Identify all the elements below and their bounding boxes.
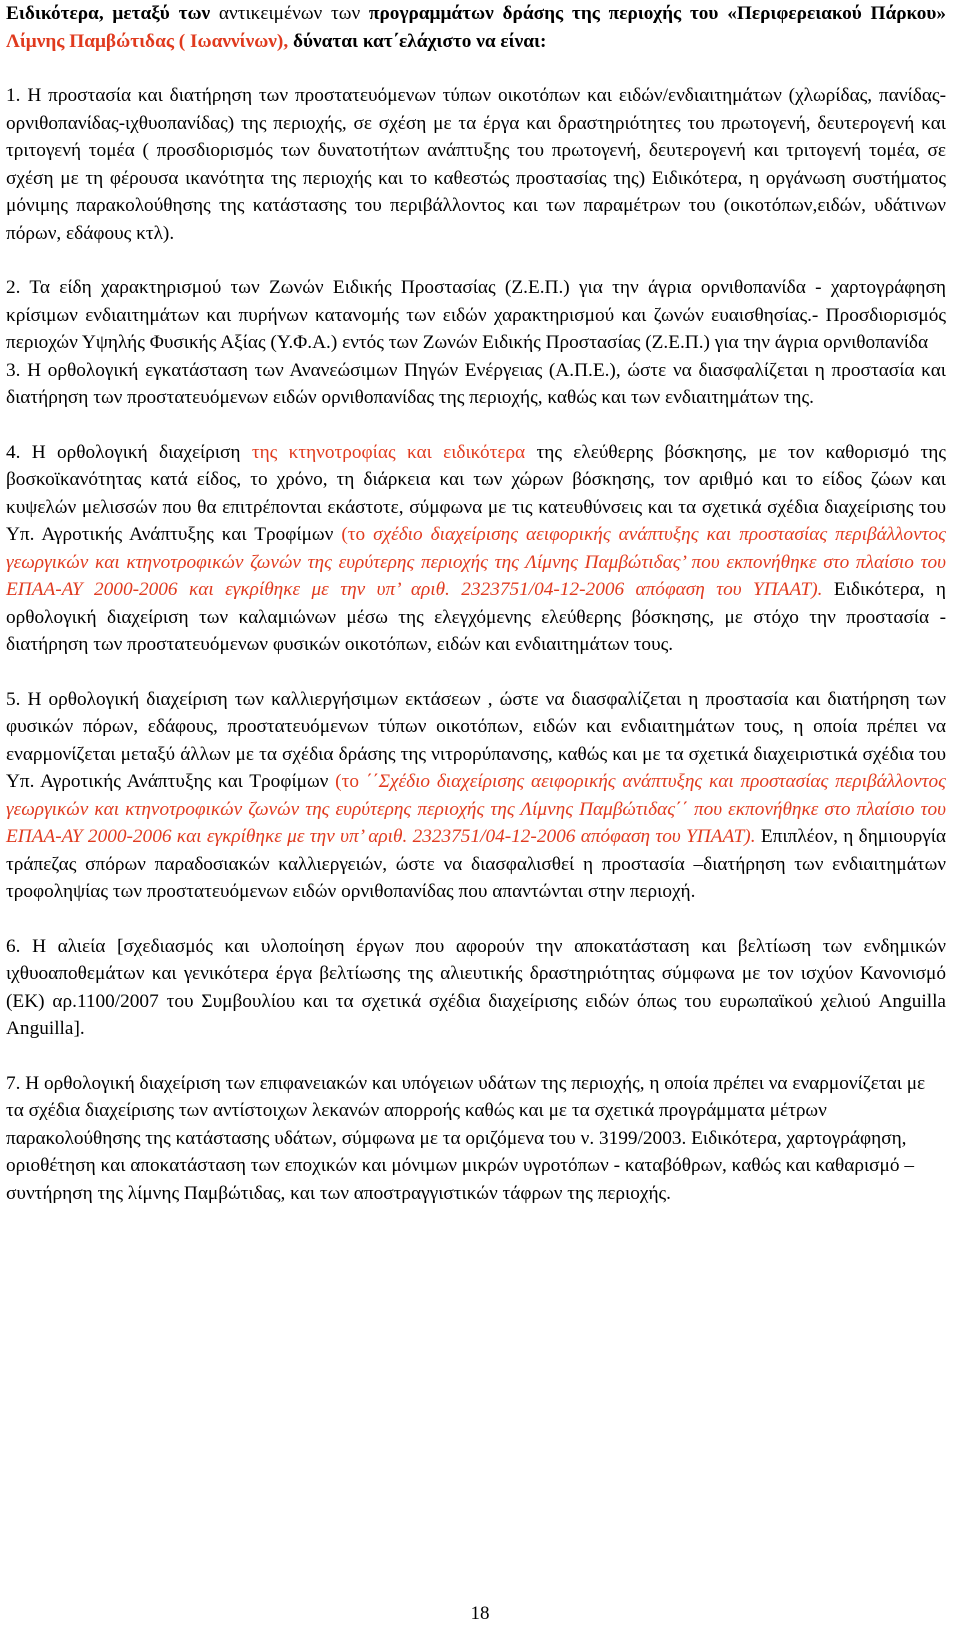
- list-item-3: 3. Η ορθολογική εγκατάσταση των Ανανεώσιμων Πηγών Ενέργειας (Α.Π.Ε.), ώστε να διασφαλίζεται η προστασία και διατήρηση των προστατευόμενων ειδών ορνιθοπανίδας της περιοχής, καθώς και των ενδιαιτημάτων της.: [6, 359, 946, 408]
- item-4-part-e: σχέδιο διαχείρισης αειφορικής ανάπτυξης και προστασίας περιβάλλοντος γεωργικών και κτηνοτροφικών ζωνών της ευρύτερης περιοχής της Λίμνης Παμβώτιδας’ που εκπονήθηκε στο πλαίσιο του ΕΠΑΑ-ΑΥ 2000-2006 και εγκρίθηκε με την υπ’ αριθ. 2323751/04-12-2006 απόφαση του ΥΠΑΑΤ).: [6, 524, 946, 600]
- list-item-2: 2. Τα είδη χαρακτηρισμού των Ζωνών Ειδικής Προστασίας (Ζ.Ε.Π.) για την άγρια ορνιθοπανίδα - χαρτογράφηση κρίσιμων ενδιαιτημάτων και πυρήνων κατανομής των ειδών χαρακτηρισμού και ζωνών ευαισθησίας.- Προσδιορισμός περιοχών Υψηλής Φυσικής Αξίας (Υ.Φ.Α.) εντός των Ζωνών Ειδικής Προστασίας (Ζ.Ε.Π.) για την άγρια ορνιθοπανίδα: [6, 277, 946, 353]
- intro-part-1: Ειδικότερα, μεταξύ των: [6, 3, 211, 24]
- item-4-part-f: Ειδικότερα, η ορθολογική διαχείριση των καλαμιώνων μέσω της ελεγχόμενης ελεύθερης βόσκησης, με στόχο την προστασία - διατήρηση των προστατευόμενων φυσικών οικοτόπων, ειδών και ενδιαιτημάτων τους.: [6, 579, 946, 655]
- item-5-part-d: Επιπλέον, η δημιουργία τράπεζας σπόρων παραδοσιακών καλλιεργειών, ώστε να διασφαλισθεί η προστασία –διατήρηση των ενδιαιτημάτων τροφοληψίας των προστατευόμενων ειδών ορνιθοπανίδας που απαντώνται στην περιοχή.: [6, 826, 946, 902]
- list-item-5: [6, 686, 946, 906]
- intro-part-3: προγραμμάτων δράσης της περιοχής του «Περιφερειακού Πάρκου»: [368, 3, 946, 24]
- intro-part-4: Λίμνης Παμβώτιδας ( Ιωαννίνων),: [6, 30, 289, 52]
- item-4-part-c: της ελεύθερης βόσκησης, με τον καθορισμό της βοσκοϊκανότητας κατά είδος, το χρόνο, τη διάρκεια και των χώρων βόσκησης, τον αριθμό και το είδος ζώων και κυψελών μελισσών που θα επιτρέπονται εκάστοτε, σύμφωνα με τις κατευθύνσεις και τα σχετικά σχέδια διαχείρισης του Υπ. Αγροτικής Ανάπτυξης και Τροφίμων: [6, 441, 946, 545]
- item-4-part-b: της κτηνοτροφίας και ειδικότερα: [251, 441, 526, 463]
- list-item-4: [6, 439, 946, 659]
- item-5-part-b: (το: [335, 771, 366, 792]
- item-4-part-d: (το: [341, 524, 374, 545]
- page-number: 18: [470, 1603, 490, 1624]
- list-item-1: 1. Η προστασία και διατήρηση των προστατευόμενων τύπων οικοτόπων και ειδών/ενδιαιτημάτων (χλωρίδας, πανίδας- ορνιθοπανίδας-ιχθυοπανίδας) της περιοχής, σε σχέση με τα έργα και δραστηριότητες του πρωτογενή, δευτερογενή και τριτογενή τομέα ( προσδιορισμός των δυνατοτήτων ανάπτυξης του πρωτογενή, δευτερογενή και τριτογενή τομέα, σε σχέση με τη φέρουσα ικανότητα της περιοχής και το καθεστώς προστασίας της) Ειδικότερα, η οργάνωση συστήματος μόνιμης παρακολούθησης της κατάστασης του περιβάλλοντος και των παραμέτρων του (οικοτόπων,ειδών, υδάτινων πόρων, εδάφους κτλ).: [6, 85, 946, 244]
- intro-part-2: αντικειμένων των: [210, 3, 369, 24]
- intro-part-5: δύναται κατ΄ελάχιστο να είναι:: [288, 30, 547, 52]
- item-5-part-a: 5. Η ορθολογική διαχείριση των καλλιεργήσιμων εκτάσεων , ώστε να διασφαλίζεται η προστασία και διατήρηση των φυσικών πόρων, εδάφους, προστατευόμενων τύπων οικοτόπων, ειδών και ενδιαιτημάτων τους, η οποία πρέπει να εναρμονίζεται μεταξύ άλλων με τα σχέδια δράσης της νιτρορύπανσης, καθώς και με τα σχετικά διαχειριστικά σχέδια του Υπ. Αγροτικής Ανάπτυξης και Τροφίμων: [6, 688, 946, 792]
- list-item-6: 6. Η αλιεία [σχεδιασμός και υλοποίηση έργων που αφορούν την αποκατάσταση και βελτίωση των ενδημικών ιχθυοαποθεμάτων και γενικότερα έργα βελτίωσης της αλιευτικής δραστηριότητας σύμφωνα με τον ισχύον Κανονισμό (ΕΚ) αρ.1100/2007 του Συμβουλίου και τα σχετικά σχέδια διαχείρισης ειδών όπως του ευρωπαϊκού χελιού Anguilla Anguilla].: [6, 935, 946, 1039]
- item-4-part-a: 4. Η ορθολογική διαχείριση: [6, 441, 252, 463]
- document-page: [6, 0, 946, 1207]
- list-item-7: 7. Η ορθολογική διαχείριση των επιφανειακών και υπόγειων υδάτων της περιοχής, η οποία πρέπει να εναρμονίζεται με τα σχέδια διαχείρισης των αντίστοιχων λεκανών απορροής καθώς και με τα σχετικά προγράμματα μέτρων παρακολούθησης της κατάστασης υδάτων, σύμφωνα με τα οριζόμενα του ν. 3199/2003. Ειδικότερα, χαρτογράφηση, οριοθέτηση και αποκατάσταση των εποχικών και μόνιμων μικρών υγροτόπων - καταβόθρων, καθώς και καθαρισμό –συντήρηση της λίμνης Παμβώτιδας, και των αποστραγγιστικών τάφρων της περιοχής.: [6, 1072, 926, 1204]
- intro-paragraph: [6, 0, 946, 55]
- item-5-part-c: ΄΄Σχέδιο διαχείρισης αειφορικής ανάπτυξης και προστασίας περιβάλλοντος γεωργικών και κτηνοτροφικών ζωνών της ευρύτερης περιοχής της Λίμνης Παμβώτιδας΄΄ που εκπονήθηκε στο πλαίσιο του ΕΠΑΑ-ΑΥ 2000-2006 και εγκρίθηκε με την υπ’ αριθ. 2323751/04-12-2006 απόφαση του ΥΠΑΑΤ).: [6, 771, 946, 847]
